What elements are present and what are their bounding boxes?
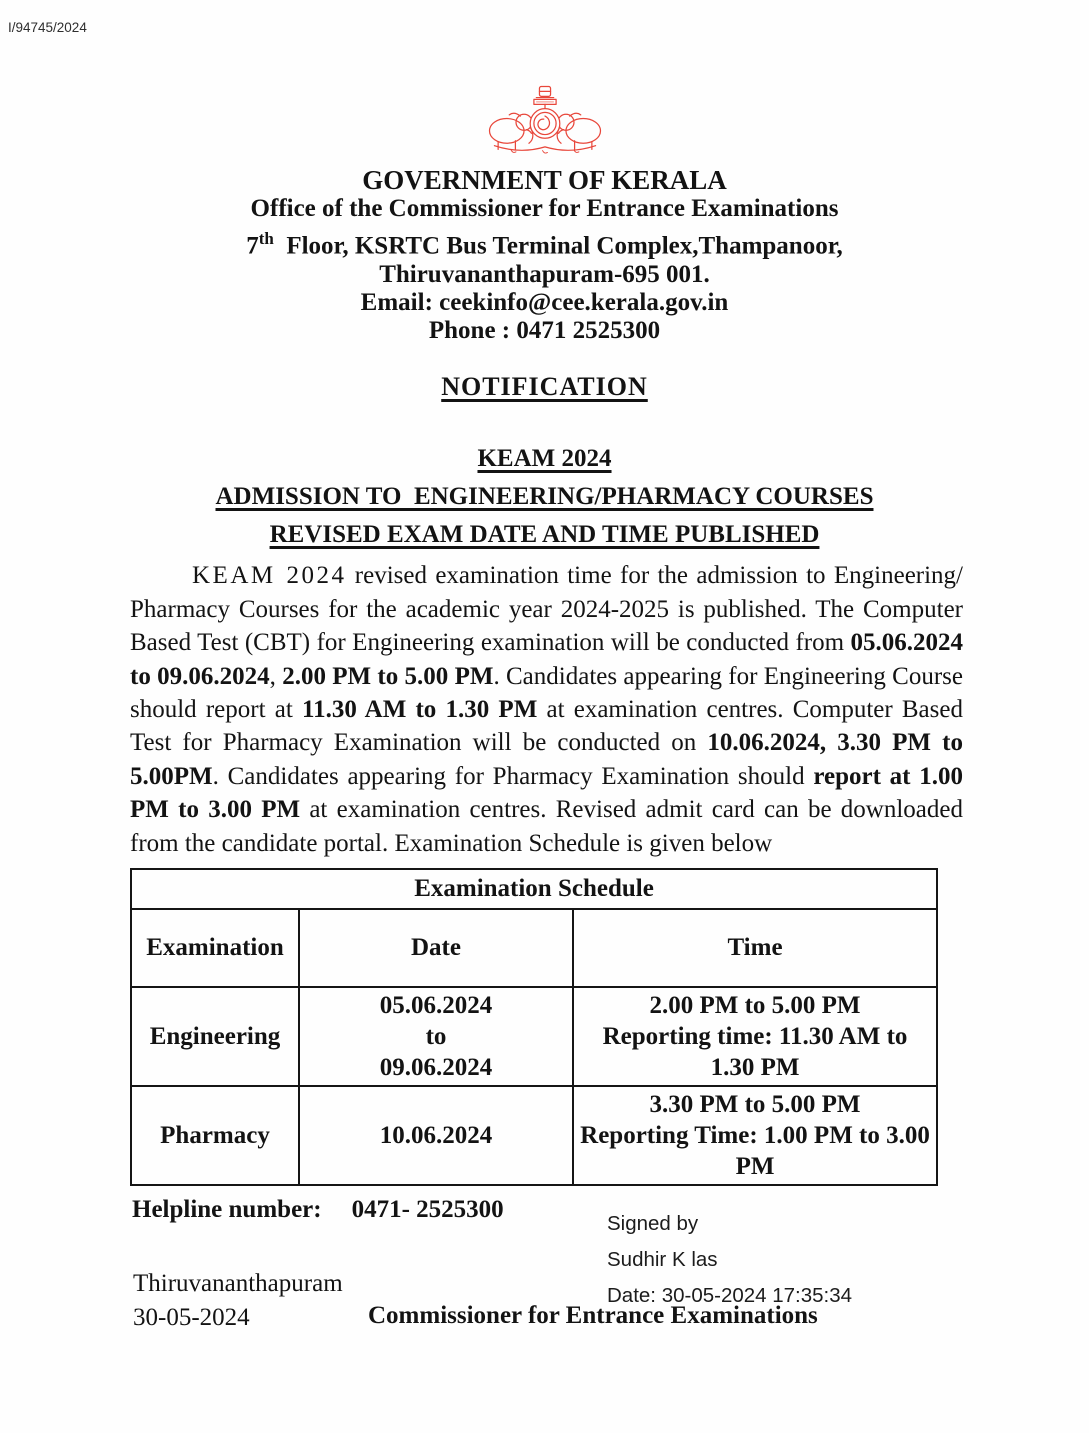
date-line: 10.06.2024 — [379, 1121, 493, 1149]
time-line: Reporting time: 11.30 AM to 1.30 PM — [602, 1022, 908, 1081]
time-line: 2.00 PM to 5.00 PM — [649, 991, 861, 1019]
subject-line-3-wrap — [0, 516, 1089, 554]
helpline-number: 0471- 2525300 — [351, 1195, 504, 1223]
notification-body-paragraph — [130, 559, 963, 860]
cell-date-engineering — [299, 987, 573, 1086]
document-reference-number: I/94745/2024 — [8, 20, 87, 35]
column-header-examination: Examination — [131, 909, 299, 987]
helpline-line — [132, 1196, 504, 1224]
column-header-time: Time — [573, 909, 937, 987]
body-segment-pharmacy-datetime: 10.06.2024, 3.30 PM to 5.00PM — [130, 729, 963, 790]
email-line: Email: ceekinfo@cee.kerala.gov.in — [360, 289, 729, 317]
government-title: GOVERNMENT OF KERALA — [362, 165, 727, 195]
phone-line: Phone : 0471 2525300 — [428, 317, 661, 345]
body-segment: KEAM 2024 — [192, 562, 347, 590]
signature-timestamp: Date: 30-05-2024 17:35:34 — [607, 1283, 853, 1307]
table-header-row — [131, 909, 937, 987]
body-segment: at examination centres. Revised admit card can be downloaded from the candidate portal. Examination Schedule is given below — [130, 796, 963, 857]
cell-time-engineering — [573, 987, 937, 1086]
place-line: Thiruvananthapuram — [133, 1269, 343, 1297]
cell-date-pharmacy — [299, 1086, 573, 1185]
cell-exam-engineering: Engineering — [131, 987, 299, 1086]
body-segment: . Candidates appearing for Pharmacy Examination should — [212, 762, 814, 790]
notification-heading-wrap — [0, 371, 1089, 403]
subject-admission: ADMISSION TO ENGINEERING/PHARMACY COURSES — [215, 483, 874, 511]
digital-signature-block — [607, 1206, 852, 1314]
table-row-engineering — [131, 987, 937, 1086]
subject-revised-date: REVISED EXAM DATE AND TIME PUBLISHED — [269, 521, 820, 549]
table-row-pharmacy — [131, 1086, 937, 1185]
subject-line-1-wrap — [0, 440, 1089, 478]
time-line: 3.30 PM to 5.00 PM — [649, 1090, 861, 1118]
address-line-city: Thiruvananthapuram-695 001. — [379, 261, 710, 289]
cell-exam-pharmacy: Pharmacy — [131, 1086, 299, 1185]
floor-number: 7 — [246, 232, 259, 260]
signature-signer-name: Sudhir K las — [607, 1247, 718, 1271]
body-segment-engineering-time: 2.00 PM to 5.00 PM — [282, 662, 494, 690]
designation-line: Commissioner for Entrance Examinations — [368, 1301, 818, 1329]
body-segment: revised examination time for the admission to Engineering/ Pharmacy Courses for the academic year 2024-2025 is published. The Computer Based Test (CBT) for Engineering examination will be conducted from — [130, 562, 964, 657]
examination-schedule-table — [130, 868, 938, 1186]
floor-ordinal: th — [258, 229, 274, 248]
signature-signed-by: Signed by — [607, 1211, 699, 1235]
issue-date: 30-05-2024 — [133, 1303, 250, 1331]
body-segment: , — [269, 662, 283, 690]
kerala-state-emblem-icon — [477, 84, 613, 158]
cell-time-pharmacy — [573, 1086, 937, 1185]
subject-block — [0, 440, 1089, 554]
body-segment-engineering-reporting: 11.30 AM to 1.30 PM — [301, 695, 538, 723]
document-content — [130, 559, 963, 1378]
column-header-date: Date — [299, 909, 573, 987]
table-title: Examination Schedule — [131, 869, 937, 909]
body-segment: at examination centres. Computer Based Test for Pharmacy Examination will be conducted on — [130, 695, 963, 757]
letterhead — [0, 165, 1089, 345]
date-line: to — [425, 1022, 447, 1050]
date-line: 09.06.2024 — [379, 1053, 493, 1081]
date-line: 05.06.2024 — [379, 991, 493, 1019]
subject-keam-2024: KEAM 2024 — [477, 445, 612, 473]
subject-line-2-wrap — [0, 478, 1089, 516]
document-footer — [130, 1188, 963, 1378]
time-line: Reporting Time: 1.00 PM to 3.00 PM — [580, 1121, 930, 1180]
body-segment-pharmacy-reporting: report at 1.00 PM to 3.00 PM — [130, 762, 963, 824]
floor-rest: Floor, KSRTC Bus Terminal Complex,Thampanoor, — [273, 232, 843, 260]
body-segment: . Candidates appearing for Engineering Course should report at — [130, 662, 964, 723]
office-name: Office of the Commissioner for Entrance Examinations — [250, 195, 839, 222]
address-line-floor — [0, 223, 1089, 261]
table-title-row — [131, 869, 937, 909]
body-segment-engineering-dates: 05.06.2024 to 09.06.2024 — [130, 629, 963, 690]
emblem-container — [0, 0, 1089, 163]
helpline-label: Helpline number: — [132, 1195, 322, 1223]
notification-heading: NOTIFICATION — [441, 372, 648, 402]
